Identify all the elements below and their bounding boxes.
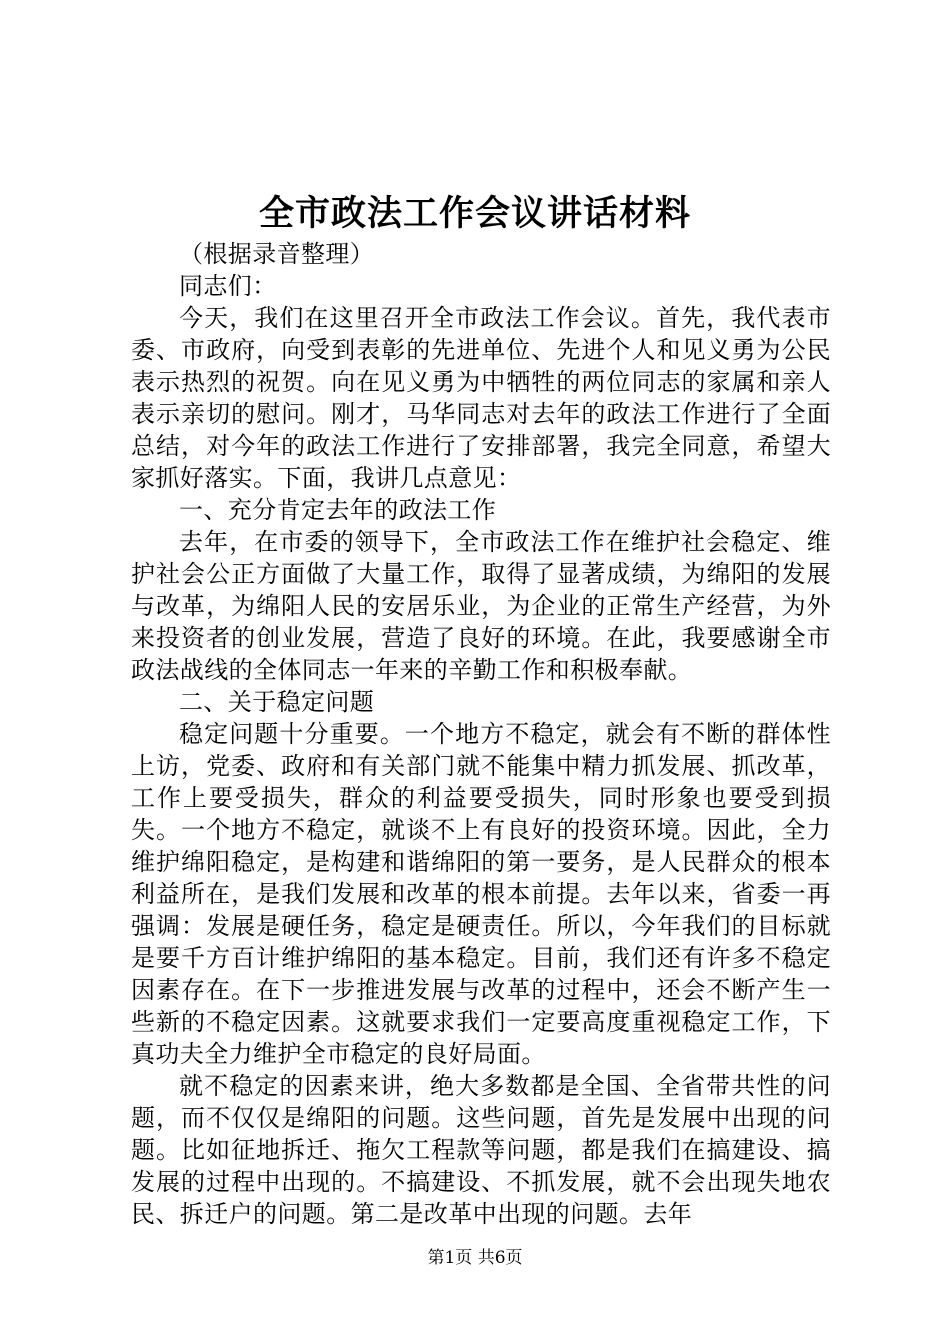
document-title: 全市政法工作会议讲话材料	[258, 193, 691, 234]
section-heading: 二、关于稳定问题	[179, 688, 375, 716]
section-heading: 一、充分肯定去年的政法工作	[179, 496, 497, 524]
paragraph-salutation: 同志们：	[179, 272, 277, 300]
paragraph: 今天，我们在这里召开全市政法工作会议。首先，我代表市委、市政府，向受到表彰的先进单位、先进个人和见义勇为公民表示热烈的祝贺。向在见义勇为中牺牲的两位同志的家属和亲人表示亲切的慰问。刚才，马华同志对去年的政法工作进行了全面总结，对今年的政法工作进行了安排部署，我完全同意，希望大家抓好落实。下面，我讲几点意见：	[131, 304, 831, 492]
paragraph: 稳定问题十分重要。一个地方不稳定，就会有不断的群体性上访，党委、政府和有关部门就不能集中精力抓发展、抓改革，工作上要受损失，群众的利益要受损失，同时形象也要受到损失。一个地方不稳定，就谈不上有良好的投资环境。因此，全力维护绵阳稳定，是构建和谐绵阳的第一要务，是人民群众的根本利益所在，是我们发展和改革的根本前提。去年以来，省委一再强调：发展是硬任务，稳定是硬责任。所以，今年我们的目标就是要千方百计维护绵阳的基本稳定。目前，我们还有许多不稳定因素存在。在下一步推进发展与改革的过程中，还会不断产生一些新的不稳定因素。这就要求我们一定要高度重视稳定工作，下真功夫全力维护全市稳定的良好局面。	[131, 720, 831, 1068]
page-number-footer: 第1页 共6页	[427, 1248, 523, 1268]
paragraph: 就不稳定的因素来讲，绝大多数都是全国、全省带共性的问题，而不仅仅是绵阳的问题。这些问题，首先是发展中出现的问题。比如征地拆迁、拖欠工程款等问题，都是我们在搞建设、搞发展的过程中出现的。不搞建设、不抓发展，就不会出现失地农民、拆迁户的问题。第二是改革中出现的问题。去年	[131, 1072, 831, 1228]
paragraph-note: （根据录音整理）	[179, 240, 375, 268]
paragraph: 去年，在市委的领导下，全市政法工作在维护社会稳定、维护社会公正方面做了大量工作，取得了显著成绩，为绵阳的发展与改革，为绵阳人民的安居乐业，为企业的正常生产经营，为外来投资者的创业发展，营造了良好的环境。在此，我要感谢全市政法战线的全体同志一年来的辛勤工作和积极奉献。	[131, 528, 831, 684]
document-body	[131, 238, 831, 1230]
